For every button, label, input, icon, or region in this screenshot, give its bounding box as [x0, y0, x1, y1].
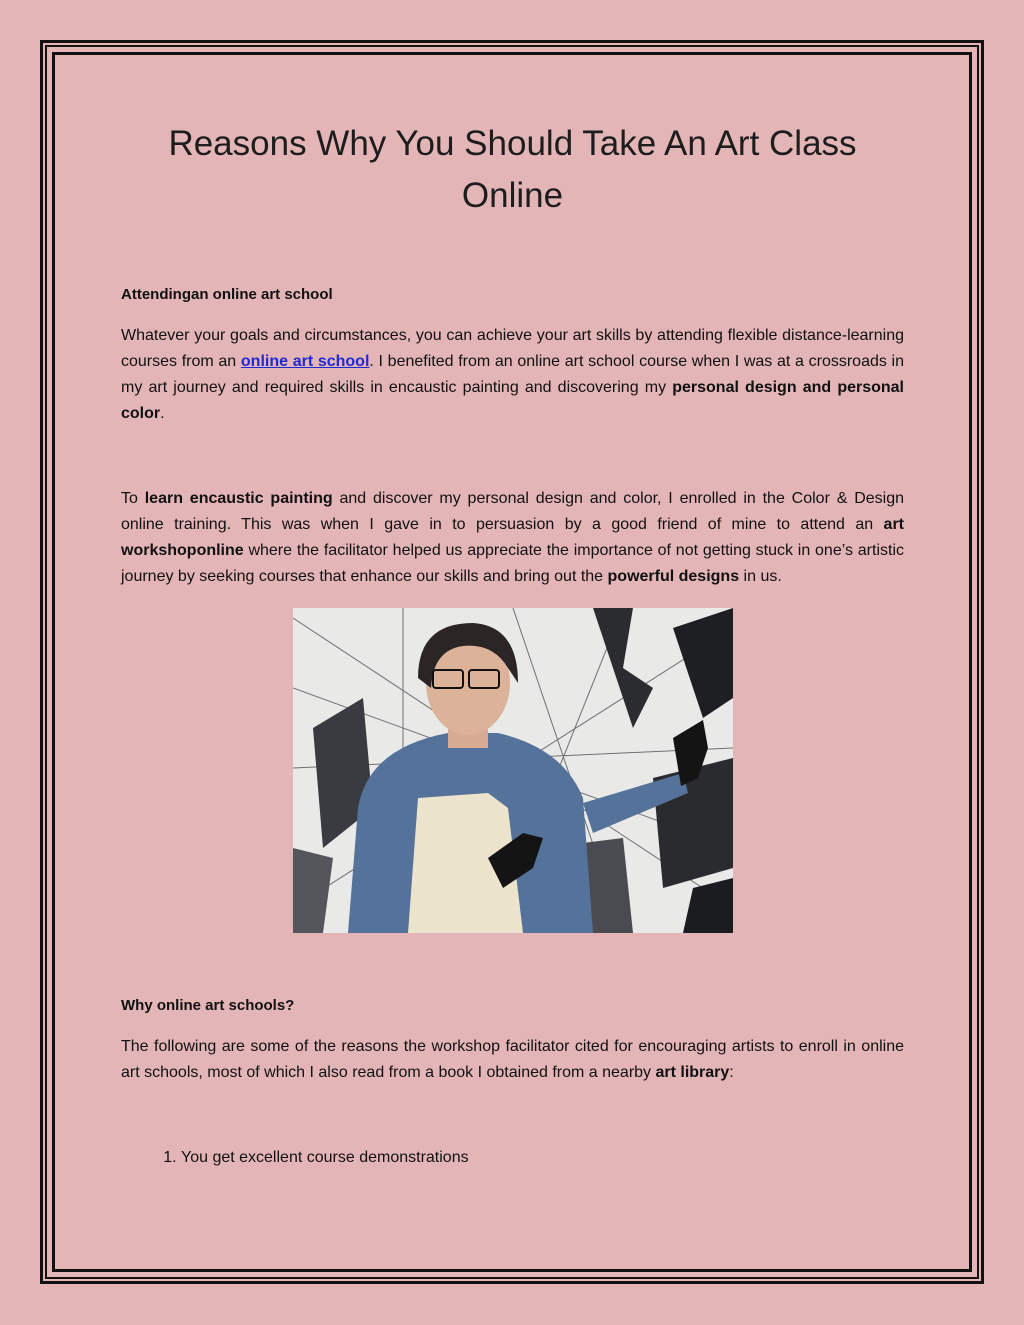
paragraph-intro [121, 323, 904, 427]
bold-text: powerful designs [607, 568, 740, 585]
paragraph-text: where the facilitator helped us appreciate the importance of not getting stuck in one’s artistic journey by seeking courses that enhance our skills and bring out the [121, 542, 904, 585]
bold-text: art library [655, 1064, 730, 1081]
paragraph-text: and discover my personal design and color, I enrolled in the Color & Design online training. This was when I gave in to persuasion by a good friend of mine to attend an [121, 490, 905, 533]
online-art-school-link[interactable]: online art school [240, 353, 370, 370]
bold-text: art workshoponline [121, 516, 904, 559]
paragraph-text: : [729, 1064, 734, 1081]
page-title: Reasons Why You Should Take An Art Class Online [168, 124, 857, 215]
bold-text: learn encaustic painting [144, 490, 333, 507]
paragraph-text: . I benefited from an online art school course when I was at a crossroads in my art journey and required skills in encaustic painting and discovering my [121, 353, 905, 396]
reasons-list [121, 1145, 904, 1171]
paragraph-reasons [121, 1034, 904, 1086]
list-item: 1. You get excellent course demonstrations [181, 1145, 904, 1171]
section-heading-attending: Attendingan online art school [121, 286, 333, 303]
paragraph-text: Whatever your goals and circumstances, you can achieve your art skills by attending flexible distance-learning courses from an [121, 327, 904, 370]
section-heading-why: Why online art schools? [121, 997, 295, 1014]
paragraph-encaustic [121, 486, 904, 590]
bold-text: personal design and personal color [121, 379, 905, 422]
artist-photo [293, 608, 733, 933]
paragraph-text: The following are some of the reasons the workshop facilitator cited for encouraging artists to enroll in online art schools, most of which I also read from a book I obtained from a nearby [121, 1038, 904, 1081]
paragraph-text: To [121, 490, 145, 507]
paragraph-text: . [160, 405, 165, 422]
paragraph-text: in us. [739, 568, 782, 585]
document-body [121, 118, 904, 1171]
